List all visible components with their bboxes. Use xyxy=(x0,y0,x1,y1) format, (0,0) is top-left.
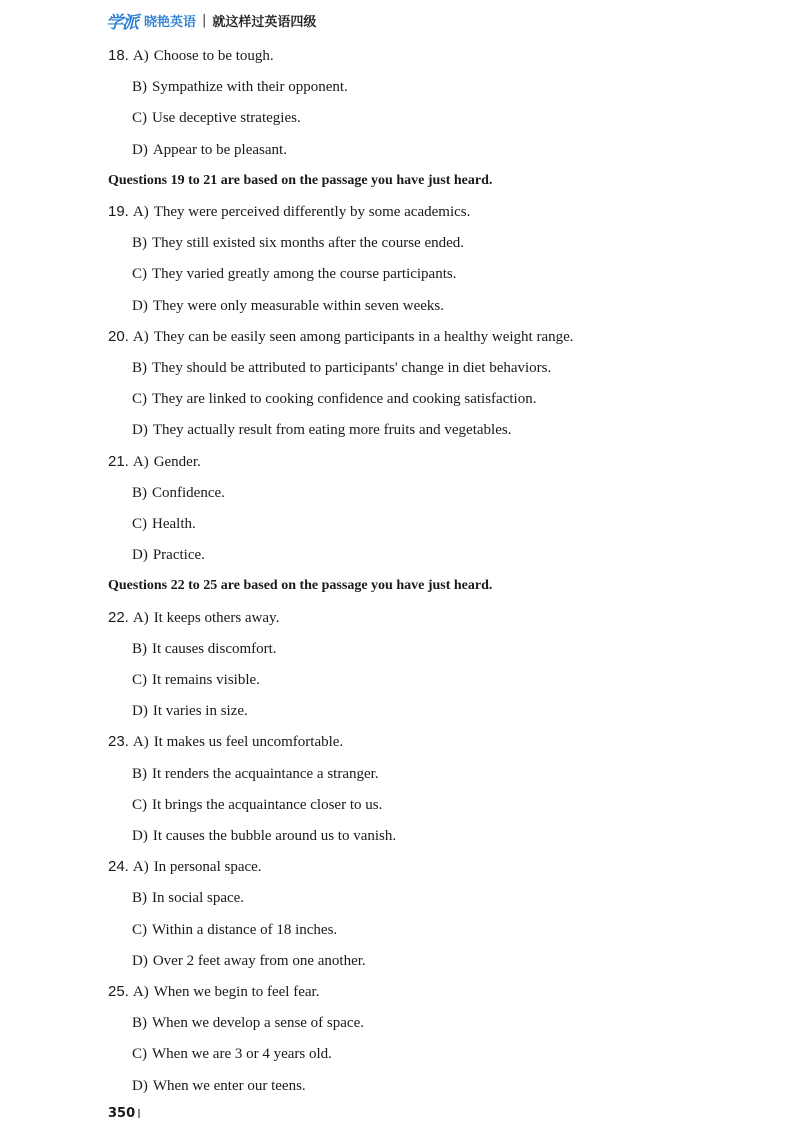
answer-option xyxy=(132,358,551,378)
answer-option xyxy=(132,140,287,160)
question-first-option xyxy=(108,46,274,66)
option-letter: A) xyxy=(132,984,149,1000)
answer-option xyxy=(132,951,366,971)
question-number: 18. xyxy=(108,47,129,64)
option-text: It varies in size. xyxy=(152,703,248,720)
option-letter: D) xyxy=(132,547,148,564)
option-text: When we are 3 or 4 years old. xyxy=(152,1046,332,1063)
option-letter: A) xyxy=(132,204,149,220)
answer-option xyxy=(132,233,464,253)
section-instruction: Questions 22 to 25 are based on the passage you have just heard. xyxy=(108,578,493,594)
option-letter: B) xyxy=(132,640,147,657)
option-letter: C) xyxy=(132,1046,147,1063)
answer-option xyxy=(132,483,225,503)
option-text: It remains visible. xyxy=(152,672,260,688)
option-text: They actually result from eating more fruits and vegetables. xyxy=(152,422,512,439)
option-letter: A) xyxy=(132,328,149,345)
section-instruction: Questions 19 to 21 are based on the passage you have just heard. xyxy=(108,172,493,188)
question-first-option xyxy=(108,732,343,752)
option-letter: A) xyxy=(132,734,149,751)
option-text: It makes us feel uncomfortable. xyxy=(153,734,344,751)
option-text: Over 2 feet away from one another. xyxy=(152,952,366,969)
option-text: Confidence. xyxy=(152,484,225,501)
option-text: Practice. xyxy=(152,547,205,564)
question-first-option xyxy=(108,452,201,472)
page-number xyxy=(108,1106,140,1121)
answer-option xyxy=(132,1013,364,1033)
option-text: It renders the acquaintance a stranger. xyxy=(152,765,379,782)
option-text: When we enter our teens. xyxy=(152,1077,306,1094)
option-letter: B) xyxy=(132,360,147,376)
answer-option xyxy=(132,108,301,128)
option-text: They were perceived differently by some academics. xyxy=(153,204,471,220)
option-letter: C) xyxy=(132,516,147,532)
answer-option xyxy=(132,296,444,316)
option-text: It brings the acquaintance closer to us. xyxy=(152,796,383,813)
question-first-option xyxy=(108,982,319,1002)
option-text: Sympathize with their opponent. xyxy=(152,79,348,96)
option-letter: D) xyxy=(132,422,148,439)
option-text: Use deceptive strategies. xyxy=(152,110,301,127)
option-text: They can be easily seen among participants in a healthy weight range. xyxy=(153,328,574,345)
question-first-option xyxy=(108,857,262,877)
question-number: 22. xyxy=(108,608,129,626)
question-first-option xyxy=(108,327,574,347)
answer-option xyxy=(132,514,196,534)
question-first-option xyxy=(108,202,470,222)
option-text: In social space. xyxy=(152,890,245,907)
answer-option xyxy=(132,1044,332,1064)
answer-option xyxy=(132,545,205,565)
question-number: 23. xyxy=(108,733,129,751)
option-letter: C) xyxy=(132,796,147,813)
option-text: Within a distance of 18 inches. xyxy=(152,921,338,938)
answer-option xyxy=(132,826,396,846)
question-number: 21. xyxy=(108,452,129,470)
publisher-logo xyxy=(106,8,196,33)
option-text: They were only measurable within seven weeks. xyxy=(152,297,444,314)
question-number: 25. xyxy=(108,983,129,1000)
answer-option xyxy=(132,639,277,659)
option-letter: D) xyxy=(132,1077,148,1094)
page-number-mark xyxy=(138,1109,140,1118)
option-text: Gender. xyxy=(153,453,201,470)
option-letter: D) xyxy=(132,703,148,720)
option-letter: D) xyxy=(132,952,148,969)
option-letter: B) xyxy=(132,235,147,252)
option-text: Health. xyxy=(152,516,196,532)
option-letter: C) xyxy=(132,391,147,408)
option-letter: D) xyxy=(132,828,148,844)
option-letter: C) xyxy=(132,672,147,688)
option-text: When we begin to feel fear. xyxy=(153,984,320,1000)
option-text: They varied greatly among the course participants. xyxy=(152,266,457,283)
option-letter: C) xyxy=(132,921,147,938)
question-first-option xyxy=(108,608,279,628)
option-text: Appear to be pleasant. xyxy=(152,141,287,158)
option-text: When we develop a sense of space. xyxy=(152,1015,364,1032)
option-text: Choose to be tough. xyxy=(153,48,274,64)
answer-option xyxy=(132,764,379,784)
answer-option xyxy=(132,389,536,409)
option-letter: D) xyxy=(132,297,148,314)
question-number: 19. xyxy=(108,203,129,220)
option-text: It keeps others away. xyxy=(153,609,280,626)
option-letter: B) xyxy=(132,890,147,907)
answer-option xyxy=(132,1076,306,1096)
option-letter: A) xyxy=(132,859,149,876)
answer-option xyxy=(132,701,248,721)
header-slogan: 就这样过英语四级 xyxy=(212,14,317,30)
option-letter: A) xyxy=(132,48,149,64)
option-letter: B) xyxy=(132,765,147,782)
logo-mark: 学派 xyxy=(106,12,138,33)
option-letter: D) xyxy=(132,141,148,158)
option-letter: B) xyxy=(132,1015,147,1032)
header-separator: | xyxy=(202,12,207,28)
answer-option xyxy=(132,795,382,815)
question-number: 24. xyxy=(108,858,129,876)
answer-option xyxy=(132,420,511,440)
option-letter: A) xyxy=(132,609,149,626)
option-text: They still existed six months after the course ended. xyxy=(152,235,465,252)
option-text: It causes the bubble around us to vanish. xyxy=(152,828,397,844)
page-number-text: 350 xyxy=(108,1106,136,1121)
answer-option xyxy=(132,77,348,97)
option-letter: C) xyxy=(132,110,147,127)
question-number: 20. xyxy=(108,327,129,345)
answer-option xyxy=(132,920,337,940)
answer-option xyxy=(132,264,456,284)
option-text: They are linked to cooking confidence and cooking satisfaction. xyxy=(152,391,537,408)
option-letter: B) xyxy=(132,484,147,501)
option-letter: A) xyxy=(132,453,149,470)
answer-option xyxy=(132,670,260,690)
answer-option xyxy=(132,888,244,908)
option-text: They should be attributed to participants' change in diet behaviors. xyxy=(152,360,552,376)
brand-name: 晓艳英语 xyxy=(144,14,197,30)
option-text: It causes discomfort. xyxy=(152,640,277,657)
page-header xyxy=(106,8,316,32)
option-letter: B) xyxy=(132,79,147,96)
option-text: In personal space. xyxy=(153,859,262,876)
option-letter: C) xyxy=(132,266,147,283)
